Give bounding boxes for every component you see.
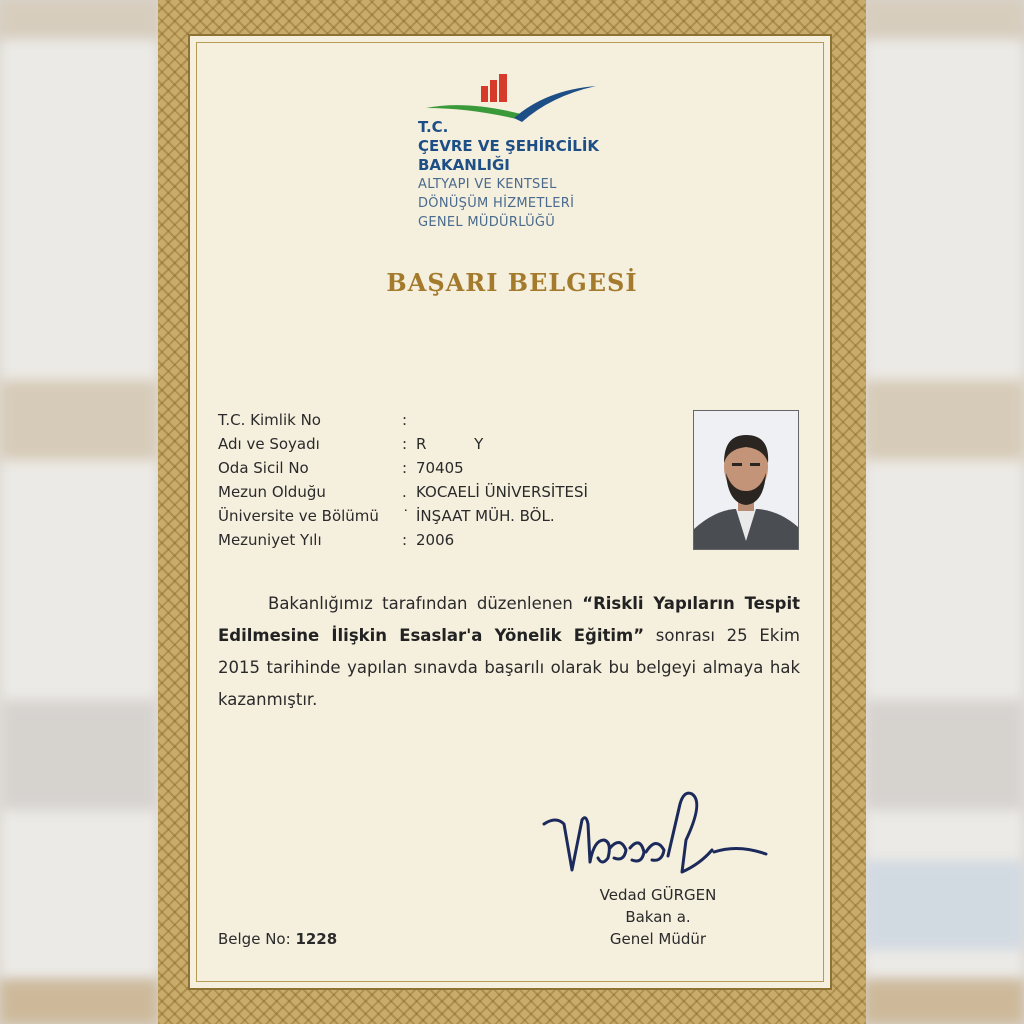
field-label: T.C. Kimlik No <box>218 411 321 429</box>
field-row <box>218 480 588 504</box>
signer-name: Vedad GÜRGEN <box>599 886 717 904</box>
field-row <box>218 504 588 528</box>
portrait-photo <box>693 410 799 550</box>
department-line-3: GENEL MÜDÜRLÜĞÜ <box>418 215 556 230</box>
field-separator: ˙ <box>402 507 410 525</box>
statement-part-1: Bakanlığımız tarafından düzenlenen <box>268 594 583 613</box>
certificate-border <box>158 0 866 1024</box>
field-value: 2006 <box>416 531 455 549</box>
ministry-name-block <box>418 118 599 232</box>
statement-part-2: sonrası 25 Ekim 2015 tarihinde yapılan sınavda başarılı olarak bu belgeyi almaya hak kazanmıştır. <box>218 626 801 709</box>
certificate-number-label: Belge No: <box>218 930 291 948</box>
field-separator: . <box>402 483 407 501</box>
personal-info-fields <box>218 408 588 552</box>
field-label: Mezuniyet Yılı <box>218 531 322 549</box>
tc-text: T.C. <box>418 118 449 136</box>
field-label: Adı ve Soyadı <box>218 435 320 453</box>
certificate-statement <box>218 588 800 716</box>
ministry-line-1: ÇEVRE VE ŞEHİRCİLİK <box>418 137 600 155</box>
signature <box>538 780 778 890</box>
department-line-1: ALTYAPI VE KENTSEL <box>418 177 557 192</box>
field-label: Üniversite ve Bölümü <box>218 507 379 525</box>
ministry-line-2: BAKANLIĞI <box>418 156 510 174</box>
field-separator: : <box>402 459 408 477</box>
field-label: Mezun Olduğu <box>218 483 326 501</box>
signer-role-2: Genel Müdür <box>609 930 707 948</box>
field-row <box>218 432 588 456</box>
certificate-title: BAŞARI BELGESİ <box>386 268 638 297</box>
field-label: Oda Sicil No <box>218 459 309 477</box>
signer-block <box>568 884 748 950</box>
blurred-background-left <box>0 0 158 1024</box>
course-title: “Riskli Yapıların Tespit Edilmesine İlişkin Esaslar'a Yönelik Eğitim” <box>218 594 801 645</box>
field-row <box>218 456 588 480</box>
certificate-number <box>218 930 337 948</box>
field-separator: : <box>402 531 408 549</box>
field-separator: : <box>402 435 408 453</box>
field-separator: : <box>402 411 408 429</box>
field-row <box>218 408 588 432</box>
field-value: KOCAELİ ÜNİVERSİTESİ <box>416 483 588 501</box>
signer-role-1: Bakan a. <box>625 908 691 926</box>
certificate-number-value: 1228 <box>295 930 338 948</box>
field-row <box>218 528 588 552</box>
department-line-2: DÖNÜŞÜM HİZMETLERİ <box>418 196 575 211</box>
blurred-background-right <box>864 0 1024 1024</box>
field-value: R Y <box>416 435 484 453</box>
field-value: 70405 <box>416 459 464 477</box>
field-value: İNŞAAT MÜH. BÖL. <box>416 507 555 525</box>
